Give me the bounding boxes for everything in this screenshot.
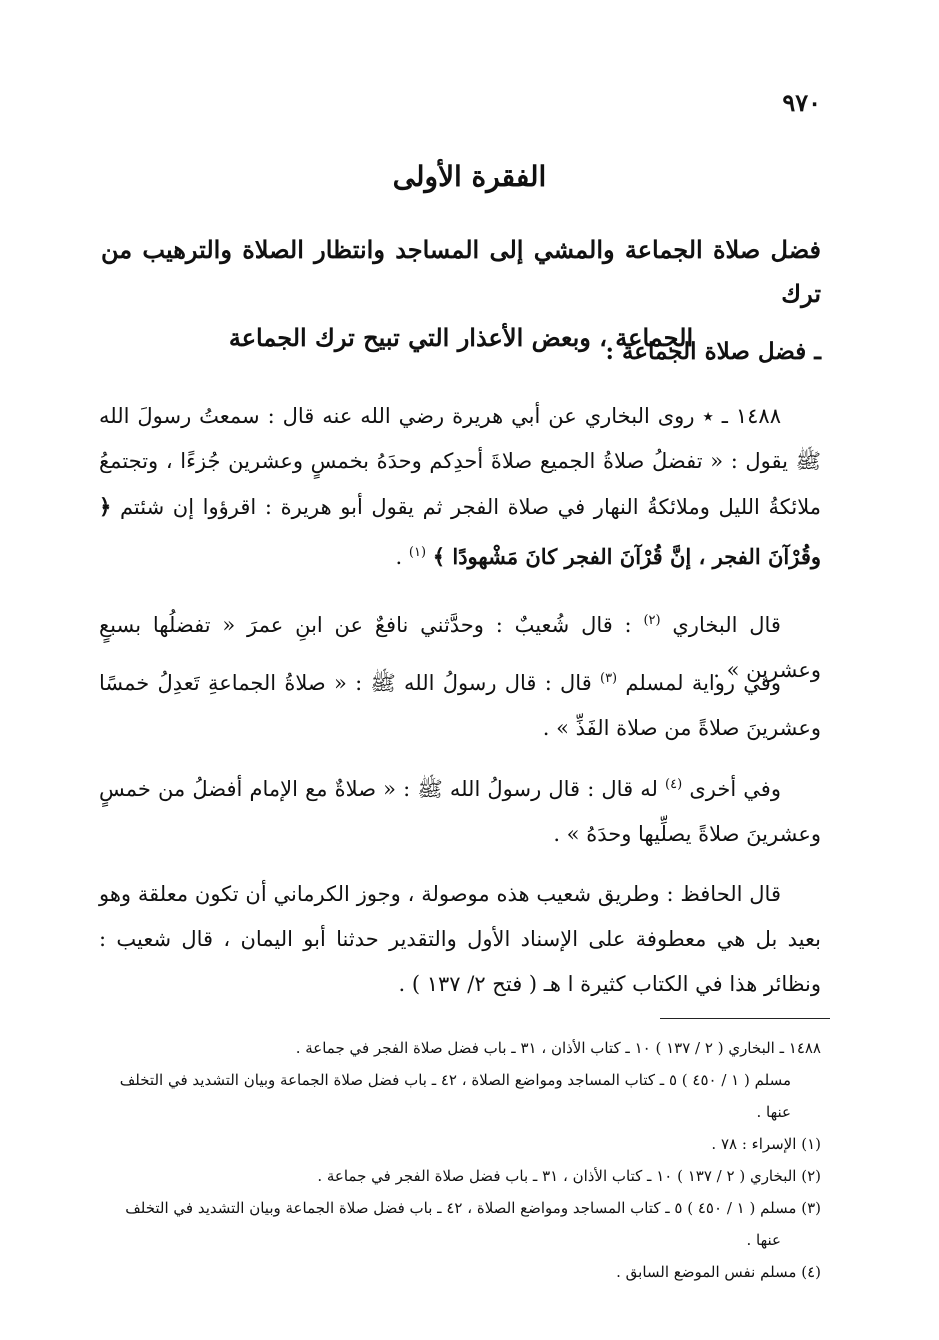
footnote-4: (٤) مسلم نفس الموضع السابق . [616, 1263, 821, 1281]
footnote-1488-line2: مسلم ( ١ / ٤٥٠ ) ٥ ـ كتاب المساجد ومواضع الصلاة ، ٤٢ ـ باب فضل صلاة الجماعة وبيان التشديد في التخلف [119, 1071, 791, 1089]
hadith-paragraph [99, 394, 821, 580]
page-number: ٩٧٠ [782, 88, 821, 117]
hadith-text: ١٤٨٨ ـ ٭ روى البخاري عن أبي هريرة رضي الله عنه قال : سمعتُ رسولَ الله ﷺ يقول : « تفضلُ صلاةُ الجميع صلاةَ أحدِكم وحدَهُ بخمسٍ وعشرين جُزءًا ، وتجتمعُ ملائكةُ الليل وملائكةُ النهار في صلاة الفجر ثم يقول أبو هريرة : اقرؤوا إن شئتم [99, 404, 821, 519]
hafiz-text: قال الحافظ : وطريق شعيب هذه موصولة ، وجوز الكرماني أن تكون معلقة وهو بعيد بل هي معطوفة على الإسناد الأول والتقدير حدثنا أبو اليمان ، قال شعيب : ونظائر هذا في الكتاب كثيرة ا هـ ( فتح ٢/ ١٣٧ ) . [99, 882, 821, 996]
footnote-1488-line1: ١٤٨٨ ـ البخاري ( ٢ / ١٣٧ ) ١٠ ـ كتاب الأذان ، ٣١ ـ باب فضل صلاة الفجر في جماعة . [295, 1039, 821, 1057]
hadith-end: . [395, 545, 403, 569]
section-heading-line2: الجماعة ، وبعض الأعذار التي تبيح ترك الجماعة [228, 323, 694, 352]
bukhari-lead: قال البخاري [672, 613, 781, 637]
chapter-title: الفقرة الأولى [392, 160, 547, 193]
another-lead: وفي أخرى [689, 777, 781, 801]
section-heading-line1: فضل صلاة الجماعة والمشي إلى المساجد وانتظار الصلاة والترهيب من ترك [101, 235, 821, 308]
footnotes [99, 1032, 821, 1288]
another-text: له قال : قال رسولُ الله ﷺ : « صلاةٌ مع الإمام أفضلُ من خمسٍ وعشرينَ صلاةً يصلِّيها وحدَهُ » . [99, 777, 821, 846]
muslim-paragraph [99, 656, 821, 751]
hafiz-paragraph [99, 872, 821, 1007]
another-narration-paragraph [99, 762, 821, 857]
footnote-ref-3: (٣) [599, 671, 618, 686]
subheading: ـ فضل صلاة الجماعة : [605, 338, 821, 365]
footnote-ref-4: (٤) [665, 777, 683, 792]
bukhari-text: : قال شُعيبٌ : وحدَّثني نافعٌ عن ابنِ عمرَ « تفضلُها بسبعٍ وعشرين » . [99, 613, 821, 682]
footnote-2: (٢) البخاري ( ٢ / ١٣٧ ) ١٠ ـ كتاب الأذان ، ٣١ ـ باب فضل صلاة الفجر في جماعة . [317, 1167, 821, 1185]
footnote-ref-1: (١) [408, 545, 427, 560]
muslim-text: قال : قال رسولُ الله ﷺ : « صلاةُ الجماعةِ تَعدِلُ خمسًا وعشرينَ صلاةً من صلاة الفَذِّ » . [99, 671, 821, 740]
footnote-3-line2: عنها . [746, 1231, 781, 1249]
footnote-ref-2: (٢) [643, 613, 661, 628]
footnote-3-line1: (٣) مسلم ( ١ / ٤٥٠ ) ٥ ـ كتاب المساجد ومواضع الصلاة ، ٤٢ ـ باب فضل صلاة الجماعة وبيان التشديد في التخلف [125, 1199, 821, 1217]
footnote-1488-line3: عنها . [756, 1103, 791, 1121]
muslim-lead: وفي رواية لمسلم [625, 671, 781, 695]
footnote-1: (١) الإسراء : ٧٨ . [711, 1135, 821, 1153]
quran-verse: ﴿ وقُرْآنَ الفجر ، إنَّ قُرْآنَ الفجر كانَ مَشْهودًا ﴾ [99, 494, 821, 569]
footnote-separator [660, 1018, 830, 1019]
